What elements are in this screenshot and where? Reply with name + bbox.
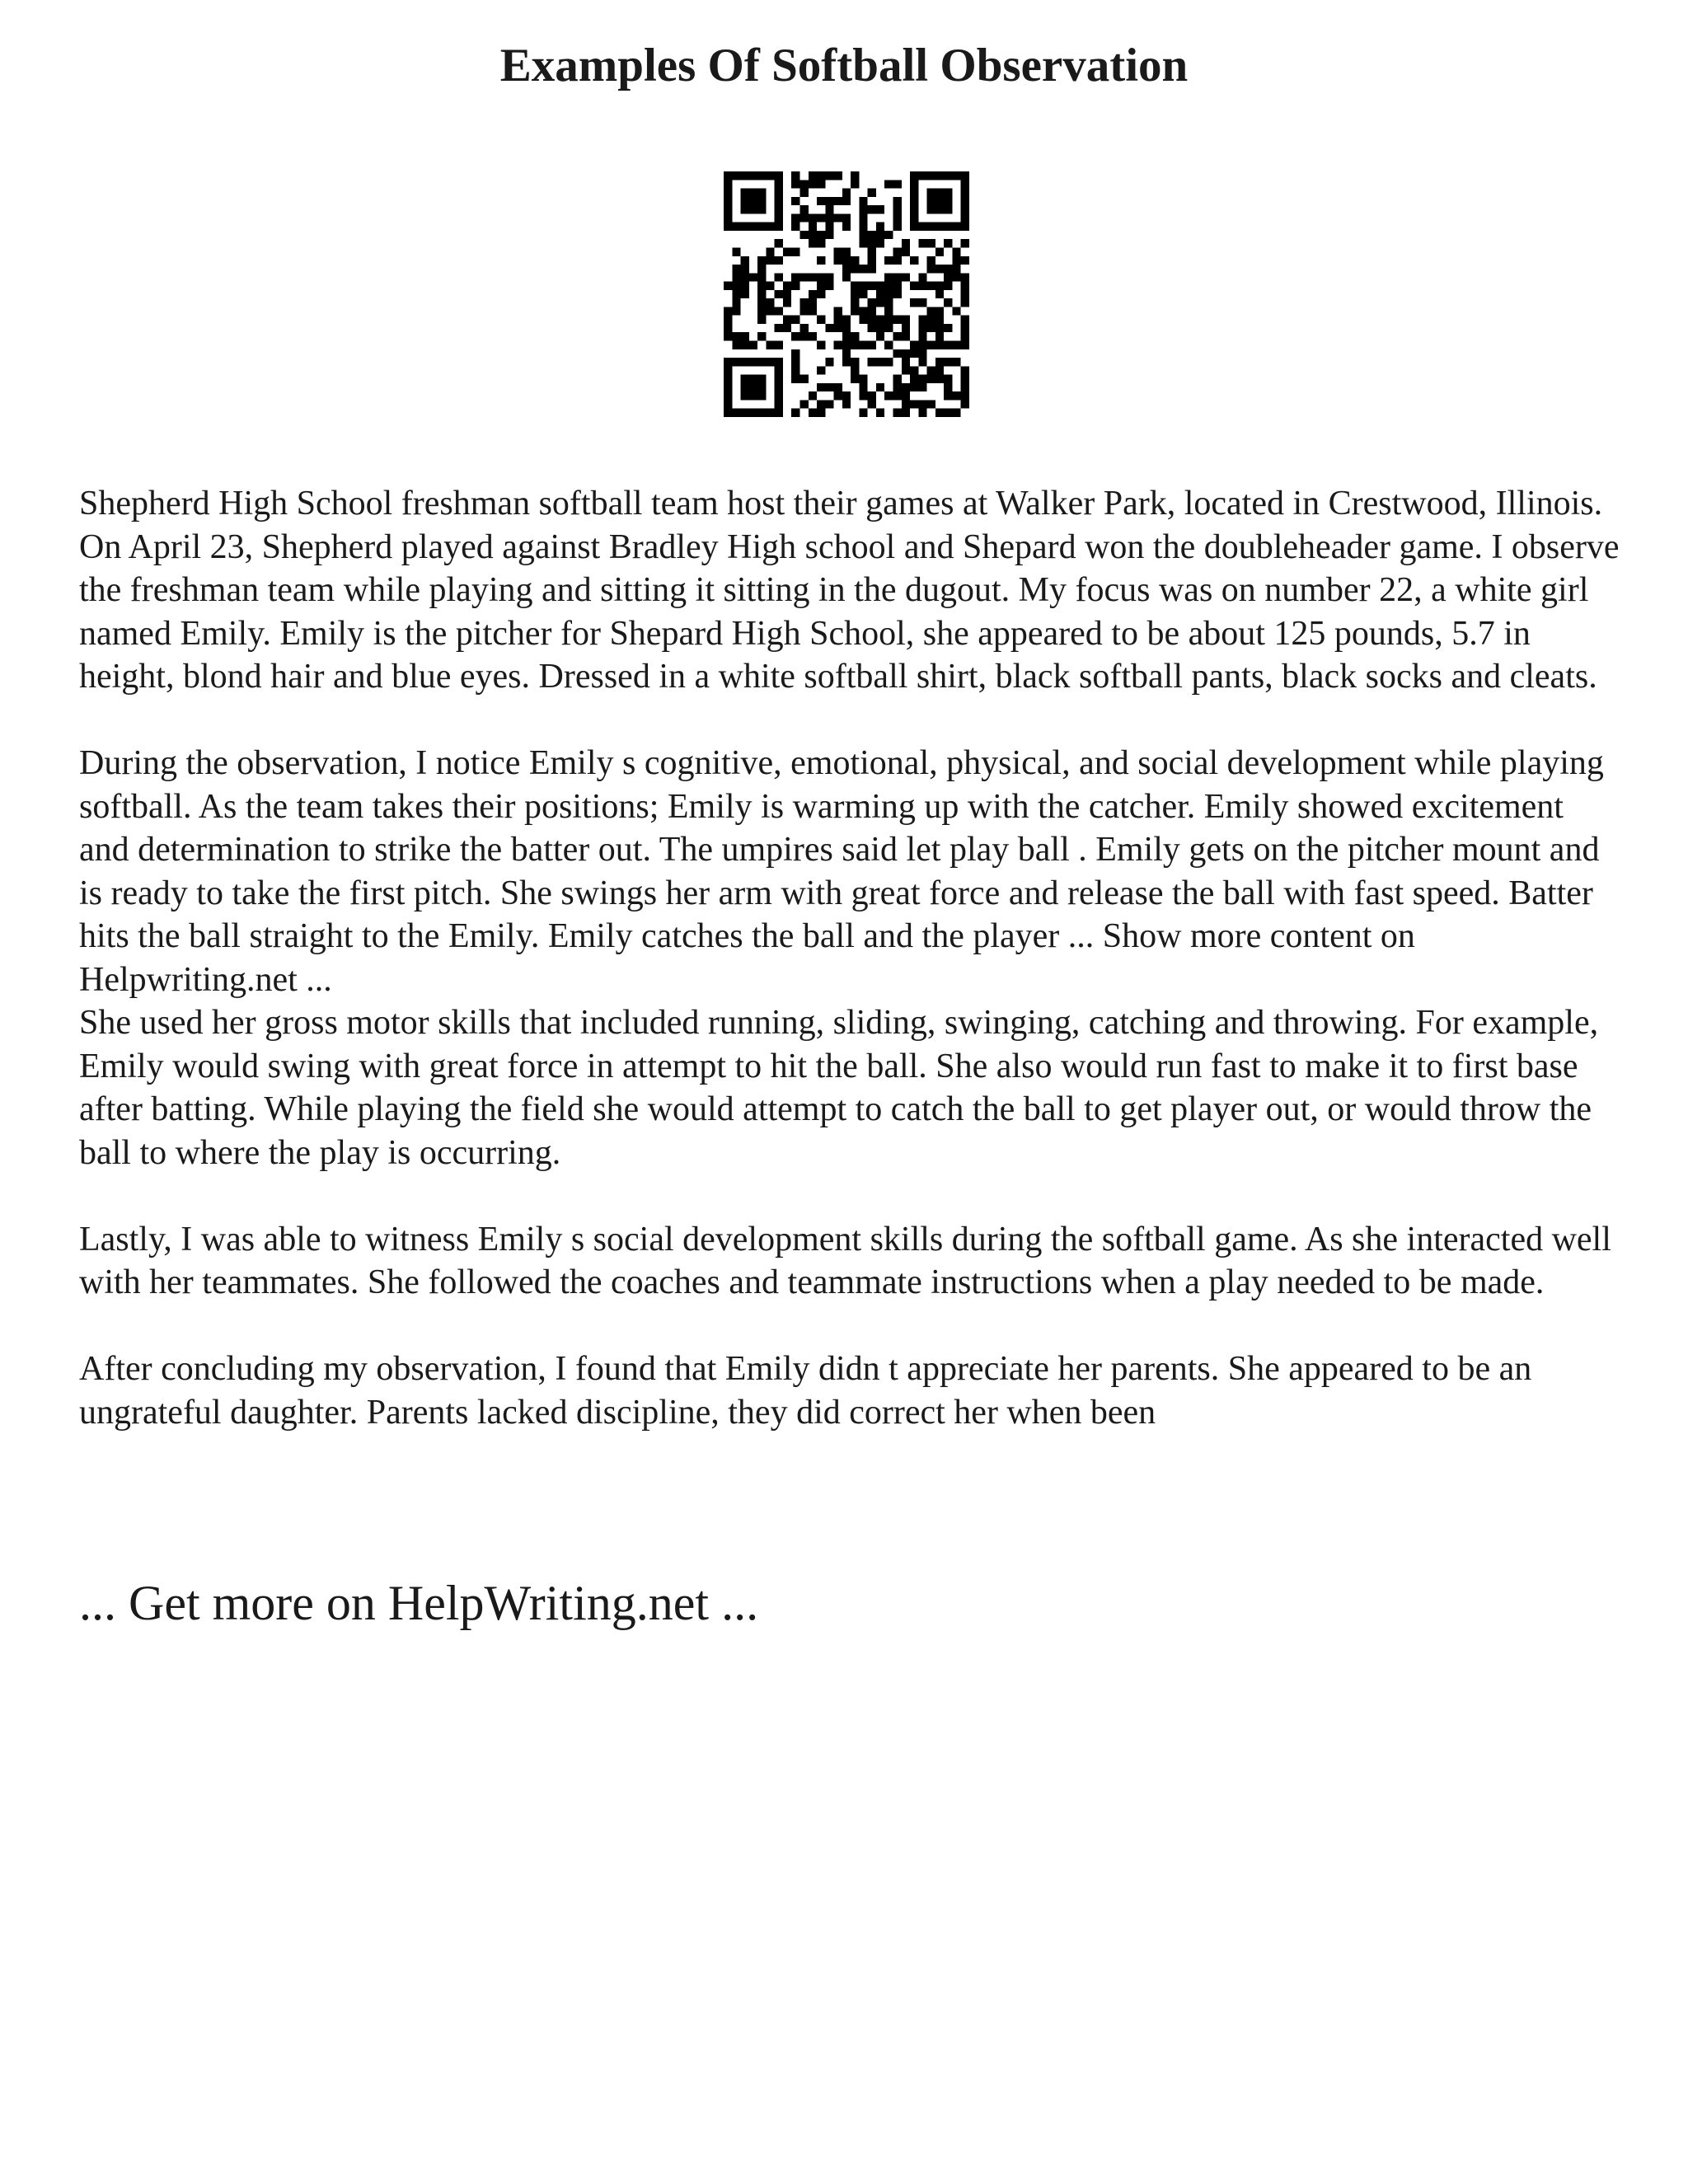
get-more-link[interactable]: ... Get more on HelpWriting.net ... <box>79 1576 759 1630</box>
paragraph-conclusion: After concluding my observation, I found that Emily didn t appreciate her parents. She appeared to be an ungrateful daughter. Parents lacked discipline, they did correct her when been <box>79 1350 1532 1432</box>
page-title: Examples Of Softball Observation <box>499 40 1189 91</box>
paragraph-observation: During the observation, I notice Emily s cognitive, emotional, physical, and social development while playing softball. As the team takes their positions; Emily is warming up with the catcher. Emily showed excitement and determination to strike the batter out. The umpires said let play ball . Emily gets on the pitcher mount and is ready to take the first pitch. She swings her arm with great force and release the ball with fast speed. Batter hits the ball straight to the Emily. Emily catches the ball and the player ... Show more content on Helpwriting.net ... <box>79 744 1604 999</box>
qr-code-icon <box>724 171 969 417</box>
paragraph-social: Lastly, I was able to witness Emily s social development skills during the softball game. As she interacted well with her teammates. She followed the coaches and teammate instructions when a play needed to be made. <box>79 1220 1611 1301</box>
paragraph-physical: She used her gross motor skills that included running, sliding, swinging, catching and throwing. For example, Emily would swing with great force in attempt to hit the ball. She also would run fast to make it to first base after batting. While playing the field she would attempt to catch the ball to get player out, or would throw the ball to where the play is occurring. <box>79 1004 1599 1172</box>
article-body <box>79 482 1620 1478</box>
paragraph-intro: Shepherd High School freshman softball team host their games at Walker Park, located in Crestwood, Illinois. On April 23, Shepherd played against Bradley High school and Shepard won the doubleheader game. I observe the freshman team while playing and sitting it sitting in the dugout. My focus was on number 22, a white girl named Emily. Emily is the pitcher for Shepard High School, she appeared to be about 125 pounds, 5.7 in height, blond hair and blue eyes. Dressed in a white softball shirt, black softball pants, black socks and cleats. <box>79 485 1620 696</box>
